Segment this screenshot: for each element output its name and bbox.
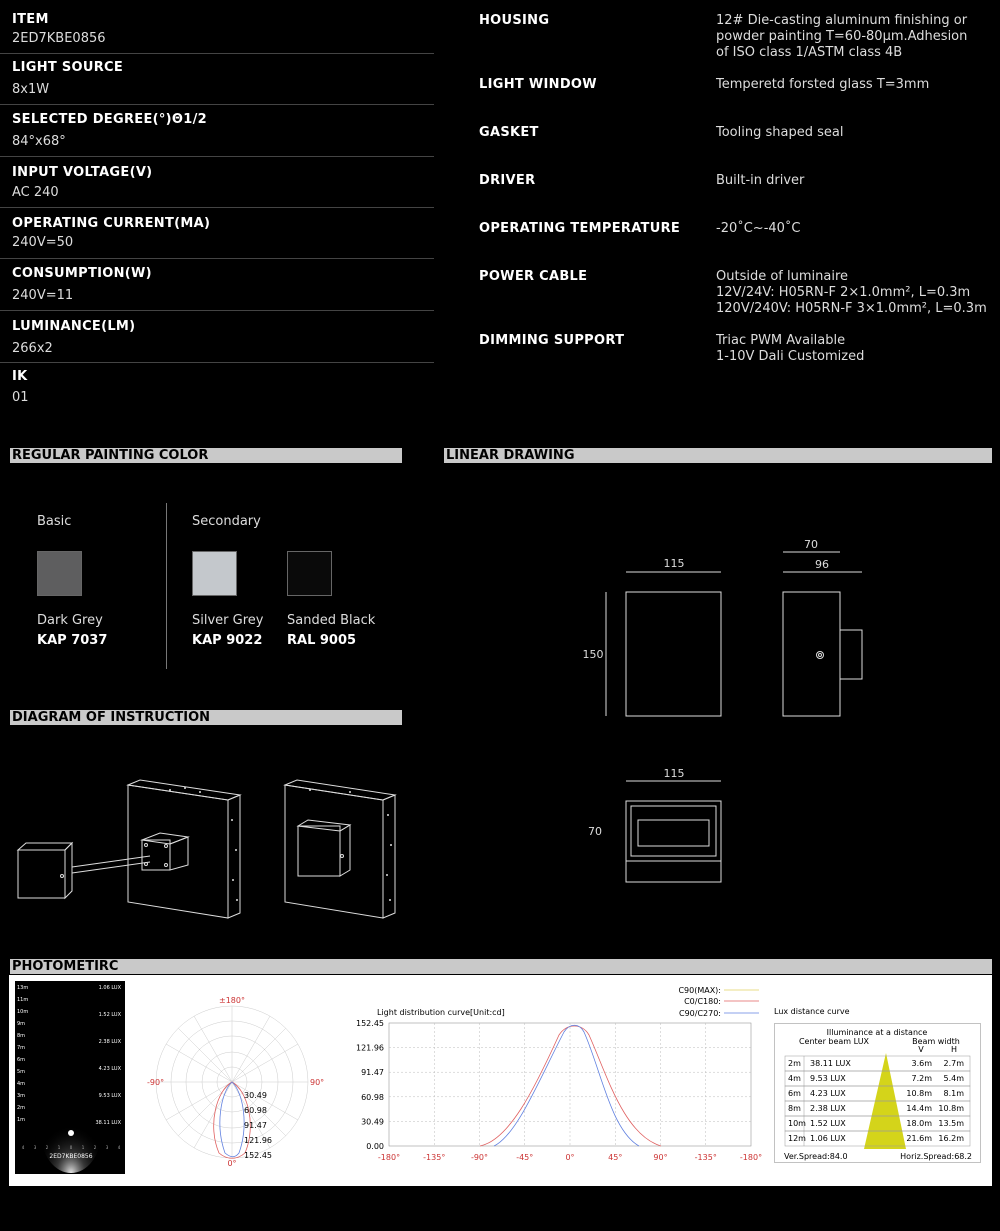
swatch-code: RAL 9005 bbox=[287, 633, 357, 648]
distance-label: 10m bbox=[17, 1009, 29, 1015]
spec-row-ik bbox=[0, 363, 434, 413]
x-tick-label: 0° bbox=[565, 1153, 575, 1162]
bottom-tick: 3 bbox=[105, 1145, 109, 1150]
distance-label: 3m bbox=[17, 1093, 26, 1099]
wall-front bbox=[128, 785, 228, 918]
x-tick-label: -180° bbox=[377, 1153, 401, 1162]
y-tick-label: 0.00 bbox=[366, 1142, 384, 1151]
curve-c0 bbox=[480, 1026, 661, 1146]
lux-row-v: 21.6m bbox=[906, 1134, 932, 1143]
fixture-side bbox=[65, 843, 72, 898]
y-tick-label: 30.49 bbox=[361, 1117, 384, 1127]
lux-label: 4.23 LUX bbox=[98, 1066, 121, 1072]
distance-label: 11m bbox=[17, 997, 29, 1003]
spec-value: 240V=11 bbox=[12, 288, 74, 303]
x-tick-label: -135° bbox=[694, 1153, 717, 1162]
spec-label: INPUT VOLTAGE(V) bbox=[12, 165, 153, 180]
legend-c90: C90/C270: bbox=[678, 1009, 721, 1018]
screw-center bbox=[819, 654, 822, 657]
distance-label: 4m bbox=[17, 1081, 26, 1087]
cable-line bbox=[72, 862, 150, 873]
polar-ring-label: 91.47 bbox=[244, 1121, 267, 1130]
bracket-top bbox=[142, 833, 188, 844]
spec-label-power-cable: POWER CABLE bbox=[479, 269, 588, 284]
lux-row-lux: 9.53 LUX bbox=[810, 1074, 846, 1083]
lux-row-lux: 1.06 LUX bbox=[810, 1134, 846, 1143]
spec-label-temperature: OPERATING TEMPERATURE bbox=[479, 221, 681, 236]
spec-row-item bbox=[0, 0, 434, 54]
spec-value: 01 bbox=[12, 390, 29, 405]
distance-label: 2m bbox=[17, 1105, 26, 1111]
polar-label-bottom: 0° bbox=[227, 1159, 237, 1168]
swatch-name: Silver Grey bbox=[192, 613, 264, 628]
curve-title: Light distribution curve[Unit:cd] bbox=[377, 1008, 505, 1017]
polar-ring-label: 121.96 bbox=[244, 1136, 272, 1145]
lux-title: Lux distance curve bbox=[774, 1007, 850, 1016]
lux-row-h: 2.7m bbox=[943, 1059, 964, 1068]
spec-label: IK bbox=[12, 369, 28, 384]
bottom-window-inner bbox=[638, 820, 709, 846]
lux-row-lux: 4.23 LUX bbox=[810, 1089, 846, 1098]
spec-line: Triac PWM Available bbox=[716, 333, 846, 348]
spec-line: of ISO class 1/ASTM class 4B bbox=[716, 45, 903, 60]
lux-row-distance: 12m bbox=[788, 1134, 806, 1143]
dim-side-width: 96 bbox=[815, 558, 829, 571]
secondary-label: Secondary bbox=[192, 514, 261, 529]
x-tick-label: -45° bbox=[516, 1153, 534, 1162]
lux-row-distance: 4m bbox=[788, 1074, 801, 1083]
spec-label: CONSUMPTION(W) bbox=[12, 266, 152, 281]
bottom-tick: 0 bbox=[69, 1145, 73, 1150]
spec-value-temperature bbox=[716, 221, 996, 237]
wall2-side bbox=[383, 795, 395, 918]
polar-ring-label: 30.49 bbox=[244, 1091, 267, 1100]
spec-row-consumption bbox=[0, 259, 434, 311]
curve-grid bbox=[389, 1023, 751, 1146]
lux-col-center: Center beam LUX bbox=[798, 1037, 870, 1046]
lux-row-distance: 6m bbox=[788, 1089, 801, 1098]
spec-label-gasket: GASKET bbox=[479, 125, 539, 140]
distance-label: 5m bbox=[17, 1069, 26, 1075]
lux-row-v: 18.0m bbox=[906, 1119, 932, 1128]
lux-image bbox=[15, 981, 125, 1174]
polar-ring-labels bbox=[244, 1091, 272, 1160]
wall-top bbox=[128, 780, 240, 800]
wall2-front bbox=[285, 785, 383, 918]
spec-row-current bbox=[0, 208, 434, 259]
mounted-front bbox=[298, 826, 340, 876]
polar-ring-label: 152.45 bbox=[244, 1151, 272, 1160]
polar-label-left: -90° bbox=[147, 1078, 165, 1087]
curve-y-ticks bbox=[356, 1019, 384, 1151]
front-view bbox=[626, 592, 721, 716]
bottom-view bbox=[626, 801, 721, 882]
spec-row-degree bbox=[0, 105, 434, 157]
swatch-code: KAP 7037 bbox=[37, 633, 108, 648]
lux-row-lux: 2.38 LUX bbox=[810, 1104, 846, 1113]
spec-label-dimming: DIMMING SUPPORT bbox=[479, 333, 625, 348]
curve-x-ticks bbox=[378, 1153, 762, 1162]
lux-col-width: Beam width bbox=[912, 1037, 960, 1046]
lux-row-h: 10.8m bbox=[938, 1104, 964, 1113]
spec-label: LIGHT SOURCE bbox=[12, 60, 124, 75]
spec-value: 240V=50 bbox=[12, 235, 74, 250]
spec-value-gasket bbox=[716, 125, 996, 141]
bottom-tick: 2 bbox=[93, 1145, 97, 1150]
spec-label: LUMINANCE(LM) bbox=[12, 319, 136, 334]
light-source-dot bbox=[68, 1130, 74, 1136]
lux-row-distance: 8m bbox=[788, 1104, 801, 1113]
lux-label: 1.52 LUX bbox=[98, 1012, 121, 1018]
distance-label: 6m bbox=[17, 1057, 26, 1063]
spec-row-light-source bbox=[0, 54, 434, 105]
dim-front-width: 115 bbox=[663, 557, 685, 570]
spec-line: powder painting T=60-80μm.Adhesion bbox=[716, 29, 968, 44]
wall-side bbox=[228, 795, 240, 918]
spec-row-luminance bbox=[0, 311, 434, 363]
distance-label: 9m bbox=[17, 1021, 26, 1027]
spec-value-driver bbox=[716, 173, 996, 189]
wall2-top bbox=[285, 780, 395, 800]
spec-line: 12V/24V: H05RN-F 2×1.0mm², L=0.3m bbox=[716, 285, 971, 300]
lux-row-h: 8.1m bbox=[943, 1089, 964, 1098]
y-tick-label: 60.98 bbox=[361, 1092, 384, 1102]
curve-c90 bbox=[494, 1025, 639, 1146]
lux-labels bbox=[95, 985, 121, 1126]
fixture-front bbox=[18, 850, 65, 898]
spec-value: AC 240 bbox=[12, 185, 59, 200]
lux-row-lux: 1.52 LUX bbox=[810, 1119, 846, 1128]
lux-row-v: 14.4m bbox=[906, 1104, 932, 1113]
distribution-chart bbox=[339, 980, 769, 1175]
hor-spread: Horiz.Spread:68.2 bbox=[900, 1152, 972, 1161]
x-tick-label: -90° bbox=[470, 1153, 489, 1162]
swatch-dark-grey bbox=[37, 551, 82, 596]
bottom-tick: 1 bbox=[81, 1145, 85, 1150]
fixture-top bbox=[18, 843, 72, 850]
lux-table-title: Illuminance at a distance bbox=[826, 1028, 928, 1037]
swatch-sanded-black bbox=[287, 551, 332, 596]
instruction-diagram bbox=[10, 770, 410, 930]
lux-row-lux: 38.11 LUX bbox=[810, 1059, 851, 1068]
dim-side-top: 70 bbox=[804, 538, 818, 551]
spec-label: SELECTED DEGREE(°)Θ1/2 bbox=[12, 112, 207, 127]
distance-label: 13m bbox=[17, 985, 29, 991]
section-header-photometric: PHOTOMETIRC bbox=[10, 959, 992, 974]
lux-image-svg bbox=[15, 981, 125, 1174]
x-tick-label: -180° bbox=[739, 1153, 763, 1162]
dim-front-height: 150 bbox=[582, 648, 604, 661]
cable-line bbox=[72, 856, 150, 867]
spec-value: 2ED7KBE0856 bbox=[12, 31, 106, 46]
spec-value: 84°x68° bbox=[12, 134, 66, 149]
lux-label: 2.38 LUX bbox=[98, 1039, 121, 1045]
spec-value-power-cable bbox=[716, 269, 996, 317]
polar-ring-label: 60.98 bbox=[244, 1106, 267, 1115]
bottom-ticks bbox=[22, 1145, 121, 1150]
bottom-tick: 2 bbox=[45, 1145, 49, 1150]
spec-line: 1-10V Dali Customized bbox=[716, 349, 865, 364]
y-tick-label: 91.47 bbox=[361, 1068, 384, 1078]
lux-row-h: 5.4m bbox=[943, 1074, 964, 1083]
legend-c0: C0/C180: bbox=[684, 997, 721, 1006]
photometric-panel bbox=[9, 975, 992, 1186]
swatch-name: Sanded Black bbox=[287, 613, 376, 628]
lux-label: 9.53 LUX bbox=[98, 1093, 121, 1099]
bottom-tick: 4 bbox=[117, 1145, 121, 1150]
spec-line: Tooling shaped seal bbox=[716, 125, 844, 140]
section-header-painting: REGULAR PAINTING COLOR bbox=[10, 448, 402, 463]
spec-value-dimming bbox=[716, 333, 996, 365]
spec-row-voltage bbox=[0, 157, 434, 208]
lux-row-v: 10.8m bbox=[906, 1089, 932, 1098]
mounted-side bbox=[340, 825, 350, 876]
bottom-tick: 3 bbox=[33, 1145, 37, 1150]
bottom-tick: 1 bbox=[57, 1145, 61, 1150]
spec-line: Outside of luminaire bbox=[716, 269, 848, 284]
basic-label: Basic bbox=[37, 514, 72, 529]
spec-label-driver: DRIVER bbox=[479, 173, 536, 188]
x-tick-label: -135° bbox=[423, 1153, 446, 1162]
lux-label: 38.11 LUX bbox=[95, 1120, 121, 1126]
spec-line: 12# Die-casting aluminum finishing or bbox=[716, 13, 968, 28]
spec-label-housing: HOUSING bbox=[479, 13, 550, 28]
lux-row-h: 16.2m bbox=[938, 1134, 964, 1143]
ver-spread: Ver.Spread:84.0 bbox=[784, 1152, 848, 1161]
polar-label-right: 90° bbox=[310, 1078, 325, 1087]
spec-value-light-window bbox=[716, 77, 996, 93]
x-tick-label: 45° bbox=[608, 1153, 623, 1162]
lux-label: 1.06 LUX bbox=[98, 985, 121, 991]
linear-drawing bbox=[444, 470, 1000, 900]
swatch-name: Dark Grey bbox=[37, 613, 103, 628]
spec-label: ITEM bbox=[12, 12, 49, 27]
spec-value-housing bbox=[716, 13, 996, 61]
side-view bbox=[783, 592, 840, 716]
spec-value: 8x1W bbox=[12, 82, 50, 97]
legend-c90max: C90(MAX): bbox=[678, 986, 721, 995]
side-bracket bbox=[840, 630, 862, 679]
lux-row-h: 13.5m bbox=[938, 1119, 964, 1128]
bracket-side bbox=[170, 837, 188, 870]
spec-line: -20˚C~-40˚C bbox=[716, 221, 801, 236]
polar-diagram bbox=[147, 995, 337, 1170]
lux-col-v: V bbox=[918, 1045, 924, 1054]
polar-label-top: ±180° bbox=[219, 996, 245, 1005]
distance-label: 7m bbox=[17, 1045, 26, 1051]
spec-value: 266x2 bbox=[12, 341, 53, 356]
dim-bottom-height: 70 bbox=[588, 825, 602, 838]
item-code-label: 2ED7KBE0856 bbox=[49, 1153, 93, 1160]
bottom-window-outer bbox=[631, 806, 716, 856]
lux-row-distance: 2m bbox=[788, 1059, 801, 1068]
spec-label: OPERATING CURRENT(MA) bbox=[12, 216, 211, 231]
dim-bottom-width: 115 bbox=[663, 767, 685, 780]
y-tick-label: 121.96 bbox=[356, 1043, 384, 1053]
section-header-instruction: DIAGRAM OF INSTRUCTION bbox=[10, 710, 402, 725]
fixture-screw bbox=[61, 875, 64, 878]
lux-row-distance: 10m bbox=[788, 1119, 806, 1128]
spec-label-light-window: LIGHT WINDOW bbox=[479, 77, 597, 92]
color-divider bbox=[166, 503, 167, 669]
swatch-code: KAP 9022 bbox=[192, 633, 263, 648]
spec-line: Temperetd forsted glass T=3mm bbox=[716, 77, 930, 92]
lux-row-v: 3.6m bbox=[911, 1059, 932, 1068]
lux-table bbox=[774, 1023, 984, 1165]
swatch-silver-grey bbox=[192, 551, 237, 596]
y-tick-label: 152.45 bbox=[356, 1019, 384, 1028]
section-header-linear: LINEAR DRAWING bbox=[444, 448, 992, 463]
distance-label: 8m bbox=[17, 1033, 26, 1039]
screw-icon bbox=[817, 652, 824, 659]
spec-line: Built-in driver bbox=[716, 173, 805, 188]
lux-col-h: H bbox=[950, 1045, 958, 1054]
distance-label: 1m bbox=[17, 1117, 26, 1123]
x-tick-label: 90° bbox=[653, 1153, 668, 1162]
spec-line: 120V/240V: H05RN-F 3×1.0mm², L=0.3m bbox=[716, 301, 987, 316]
lux-row-v: 7.2m bbox=[911, 1074, 932, 1083]
bottom-tick: 4 bbox=[21, 1145, 25, 1150]
distance-labels bbox=[17, 985, 28, 1123]
